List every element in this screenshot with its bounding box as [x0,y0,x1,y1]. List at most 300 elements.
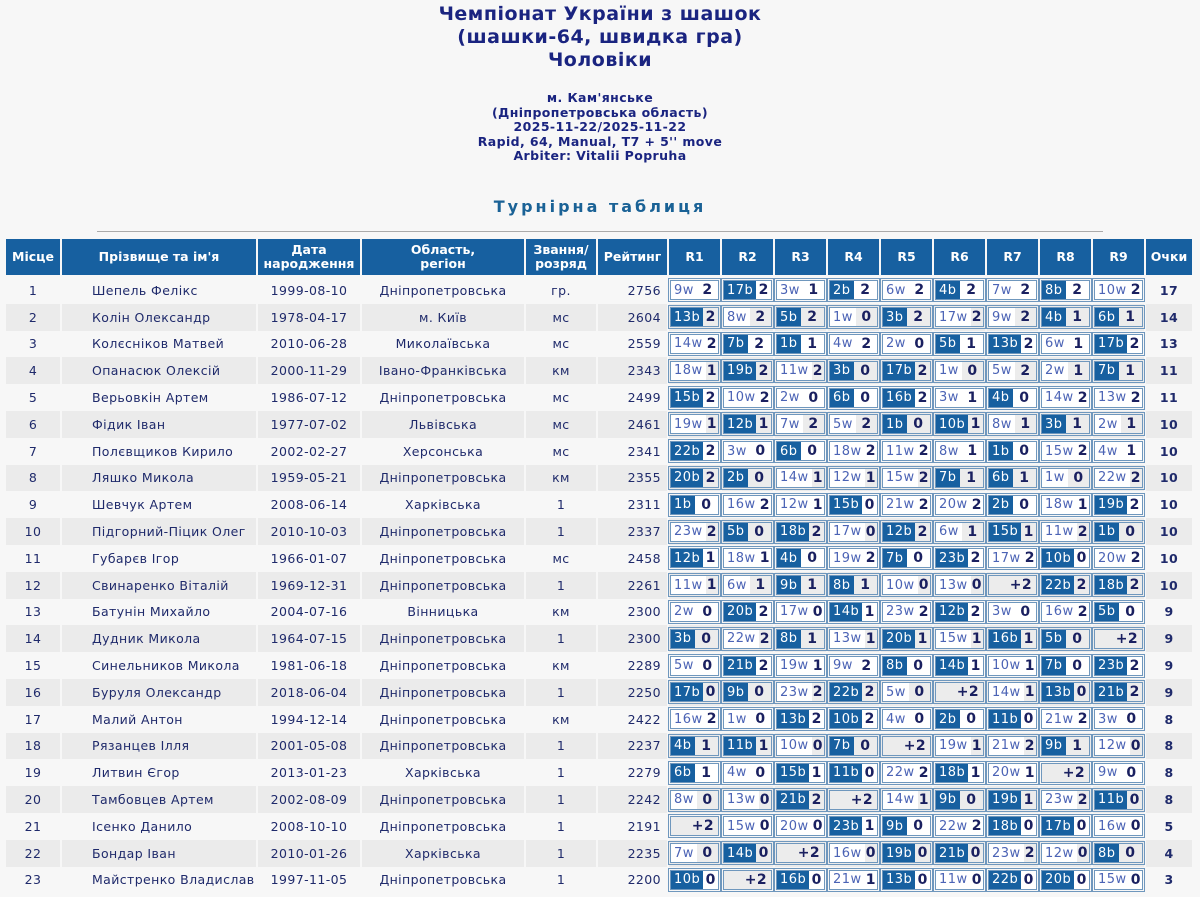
game-score: 2 [864,711,875,728]
game-result [776,629,825,649]
game-score: 0 [1127,791,1142,809]
opponent-code: 12b [671,549,703,567]
cell-round-9 [1093,491,1144,518]
game-result [723,629,772,649]
game-score: 2 [705,443,716,460]
game-result [935,629,984,649]
cell-rating: 2300 [598,599,667,626]
opponent-code: 2b [724,469,748,487]
game-score: 0 [695,630,718,648]
opponent-code: 1w [1045,470,1065,486]
game-result [776,388,825,408]
cell-round-9 [1093,599,1144,626]
cell-round-4 [828,733,879,760]
game-result [829,495,878,515]
cell-points: 8 [1146,786,1192,813]
opponent-code: 11w [674,577,703,593]
cell-round-4 [828,384,879,411]
cell-rating: 2422 [598,706,667,733]
opponent-code: 6w [886,282,906,298]
game-result [1094,548,1143,568]
cell-round-3 [775,733,826,760]
game-score: 1 [1066,737,1089,755]
game-result [988,656,1037,676]
cell-round-8 [1040,599,1091,626]
game-result [829,361,878,381]
game-result [776,307,825,327]
cell-round-4 [828,867,879,894]
cell-dob: 1969-12-31 [258,572,360,599]
game-result [829,736,878,756]
opponent-code: 3w [727,443,747,459]
cell-rating: 2341 [598,438,667,465]
game-score: 2 [1130,282,1141,299]
opponent-code: 11b [830,764,862,782]
cell-round-2 [722,277,773,304]
opponent-code: 18b [777,523,809,541]
cell-round-3 [775,304,826,331]
game-score: 2 [1072,282,1083,299]
game-score: 0 [1119,523,1142,541]
cell-round-6 [934,572,985,599]
game-result [1094,575,1143,595]
cell-round-8 [1040,304,1091,331]
cell-points: 10 [1146,518,1192,545]
cell-round-6 [934,625,985,652]
cell-name: Ляшко Микола [62,465,256,492]
game-result [776,280,825,300]
opponent-code: 5w [886,684,906,700]
cell-place: 11 [6,545,60,572]
cell-round-5 [881,679,932,706]
cell-points: 13 [1146,331,1192,358]
cell-round-5 [881,706,932,733]
opponent-code: 8b [1042,281,1066,299]
game-result [882,602,931,622]
opponent-code: 13b [777,710,809,728]
cell-round-7 [987,625,1038,652]
game-result [776,602,825,622]
game-result [1094,361,1143,381]
cell-round-1 [669,652,720,679]
game-result [776,790,825,810]
game-score: 2 [1129,496,1140,513]
game-score: 2 [918,764,929,781]
game-result [882,468,931,488]
game-result [935,843,984,863]
game-result [1094,495,1143,515]
opponent-code: 6b [1095,308,1119,326]
game-result [723,682,772,702]
opponent-code: 16b [989,630,1021,648]
opponent-code: 1w [727,711,747,727]
divider [97,231,1103,232]
game-score: 2 [801,308,824,326]
cell-rank: мс [526,438,596,465]
game-result [670,682,719,702]
game-score: 0 [1023,711,1034,728]
game-result [829,870,878,890]
cell-place: 20 [6,786,60,813]
cell-round-5 [881,277,932,304]
bye-result [882,736,931,756]
game-result [670,763,719,783]
standings-table [4,239,1194,893]
cell-points: 9 [1146,679,1192,706]
game-score: 1 [865,469,876,486]
game-score: 0 [1068,469,1089,487]
game-score: 0 [914,335,925,352]
col-r1: R1 [669,239,720,277]
cell-round-4 [828,840,879,867]
game-score: 1 [801,576,824,594]
col-r5: R5 [881,239,932,277]
cell-points: 4 [1146,840,1192,867]
opponent-code: 16w [727,497,756,513]
opponent-code: 22w [939,818,968,834]
game-score: 2 [914,282,925,299]
cell-rank: гр. [526,277,596,304]
bye-result [1041,763,1090,783]
opponent-code: 23w [1045,792,1074,808]
opponent-code: 9w [674,282,694,298]
opponent-code: 14b [936,657,968,675]
game-score: 2 [1077,791,1088,808]
cell-rating: 2279 [598,759,667,786]
cell-round-9 [1093,304,1144,331]
game-score: +2 [744,871,767,888]
cell-round-7 [987,304,1038,331]
cell-round-9 [1093,384,1144,411]
cell-round-2 [722,438,773,465]
cell-round-1 [669,357,720,384]
cell-rating: 2200 [598,867,667,894]
game-result [670,280,719,300]
game-result [1094,388,1143,408]
cell-region: Дніпропетровська [362,572,524,599]
opponent-code: 7b [830,737,854,755]
game-result [829,843,878,863]
opponent-code: 7b [936,469,960,487]
cell-round-4 [828,518,879,545]
cell-round-8 [1040,491,1091,518]
game-result [723,656,772,676]
game-score: 1 [812,469,823,486]
opponent-code: 17b [883,362,915,380]
game-score: 2 [907,308,930,326]
game-score: 0 [918,577,929,594]
title-line: Чоловіки [547,49,653,71]
cell-rating: 2300 [598,625,667,652]
game-score: 1 [801,630,824,648]
game-score: 0 [1066,630,1089,648]
cell-round-2 [722,411,773,438]
game-result [988,602,1037,622]
opponent-code: 16w [674,711,703,727]
game-score: 2 [706,523,717,540]
cell-rating: 2343 [598,357,667,384]
cell-region: м. Київ [362,304,524,331]
table-row [6,465,1192,492]
cell-rank: 1 [526,813,596,840]
game-score: 0 [705,871,716,888]
cell-round-8 [1040,277,1091,304]
table-row [6,679,1192,706]
cell-round-8 [1040,786,1091,813]
game-result [935,468,984,488]
table-row [6,331,1192,358]
opponent-code: 8b [777,630,801,648]
cell-name: Шевчук Артем [62,491,256,518]
cell-region: Дніпропетровська [362,465,524,492]
cell-round-8 [1040,625,1091,652]
opponent-code: 12w [780,497,809,513]
opponent-code: 21w [833,872,862,888]
cell-round-9 [1093,438,1144,465]
game-result [776,870,825,890]
cell-place: 14 [6,625,60,652]
game-result [776,468,825,488]
game-result [829,816,878,836]
cell-rank: км [526,599,596,626]
opponent-code: 1w [833,309,853,325]
game-result [776,414,825,434]
game-result [935,575,984,595]
cell-round-3 [775,679,826,706]
cell-round-8 [1040,679,1091,706]
cell-round-8 [1040,759,1091,786]
cell-round-1 [669,465,720,492]
opponent-code: 4w [833,336,853,352]
opponent-code: 8b [1095,844,1119,862]
opponent-code: 18w [833,443,862,459]
game-result [670,414,719,434]
opponent-code: 22b [671,442,703,460]
game-result [935,602,984,622]
cell-round-2 [722,304,773,331]
game-score: 1 [756,415,771,433]
cell-region: Харківська [362,491,524,518]
game-score: 0 [1020,603,1031,620]
game-score: 1 [695,737,718,755]
game-score: 0 [913,818,924,835]
game-result [882,361,931,381]
cell-round-2 [722,733,773,760]
cell-round-6 [934,384,985,411]
cell-round-1 [669,733,720,760]
opponent-code: 12b [936,603,968,621]
opponent-code: 13b [671,308,703,326]
cell-round-1 [669,813,720,840]
opponent-code: 6b [671,764,695,782]
game-score: 2 [1023,335,1034,352]
game-score: +2 [1115,630,1138,647]
game-result [776,548,825,568]
game-result [988,736,1037,756]
cell-round-2 [722,518,773,545]
cell-dob: 2001-05-08 [258,733,360,760]
opponent-code: 3b [830,362,854,380]
cell-round-4 [828,813,879,840]
opponent-code: 3w [939,390,959,406]
game-score: 1 [968,415,983,433]
cell-name: Губарєв Ігор [62,545,256,572]
cell-round-9 [1093,840,1144,867]
cell-round-5 [881,331,932,358]
game-result [829,307,878,327]
game-result [988,468,1037,488]
cell-round-5 [881,652,932,679]
opponent-code: 19w [833,550,862,566]
game-score: 0 [909,683,930,701]
game-result [882,656,931,676]
cell-round-1 [669,759,720,786]
game-score: 0 [748,469,771,487]
page-header [0,3,1200,232]
game-score: +2 [1009,577,1032,594]
cell-round-6 [934,813,985,840]
game-result [1041,790,1090,810]
cell-round-1 [669,625,720,652]
col-region [362,239,524,277]
cell-round-4 [828,572,879,599]
cell-round-4 [828,304,879,331]
game-score: 2 [865,550,876,567]
game-score: 0 [759,818,770,835]
game-score: 2 [856,415,877,433]
cell-rating: 2261 [598,572,667,599]
opponent-code: 2w [780,390,800,406]
col-rating: Рейтинг [598,239,667,277]
game-result [1041,870,1090,890]
game-score: 1 [1015,415,1036,433]
cell-rank: мс [526,411,596,438]
table-row [6,545,1192,572]
opponent-code: 4b [936,281,960,299]
game-score: 0 [1130,737,1141,754]
game-score: 1 [970,764,981,781]
game-result [882,334,931,354]
cell-round-9 [1093,465,1144,492]
table-row [6,518,1192,545]
game-score: 0 [701,496,712,513]
cell-round-6 [934,411,985,438]
cell-round-1 [669,491,720,518]
opponent-code: 6w [1045,336,1065,352]
cell-round-6 [934,518,985,545]
cell-round-3 [775,545,826,572]
game-score: 1 [1024,684,1035,701]
bye-result [1094,629,1143,649]
opponent-code: 14w [1045,390,1074,406]
opponent-code: 11b [1095,791,1127,809]
opponent-code: 11w [939,872,968,888]
game-score: 2 [1130,550,1141,567]
opponent-code: 22w [1098,470,1127,486]
game-result [1041,843,1090,863]
opponent-code: 23w [886,604,915,620]
cell-name: Литвин Єгор [62,759,256,786]
game-result [988,843,1037,863]
opponent-code: 16w [833,845,862,861]
opponent-code: 22w [727,631,756,647]
cell-rating: 2604 [598,304,667,331]
cell-rating: 2311 [598,491,667,518]
game-score: 0 [1019,389,1030,406]
col-rank [526,239,596,277]
game-score: 1 [1024,657,1035,674]
game-score: 0 [1072,657,1083,674]
opponent-code: 10b [671,871,703,889]
game-result [935,816,984,836]
cell-rating: 2458 [598,545,667,572]
cell-round-2 [722,679,773,706]
game-score: 2 [865,443,876,460]
game-result [1041,441,1090,461]
opponent-code: 4b [1042,308,1066,326]
game-score: +2 [797,845,820,862]
game-result [988,790,1037,810]
cell-round-7 [987,813,1038,840]
table-row [6,438,1192,465]
game-result [723,280,772,300]
game-result [829,280,878,300]
game-result [1094,790,1143,810]
game-score: 0 [865,523,876,540]
cell-dob: 2000-11-29 [258,357,360,384]
game-score: 2 [861,657,872,674]
game-score: 1 [1119,362,1142,380]
cell-round-1 [669,411,720,438]
cell-round-5 [881,786,932,813]
cell-place: 9 [6,491,60,518]
cell-round-2 [722,759,773,786]
opponent-code: 7w [674,845,694,861]
game-score: 1 [701,764,712,781]
opponent-code: 11b [724,737,756,755]
col-r9: R9 [1093,239,1144,277]
game-result [988,334,1037,354]
cell-round-2 [722,572,773,599]
cell-round-3 [775,706,826,733]
cell-round-5 [881,599,932,626]
game-result [988,548,1037,568]
cell-place: 16 [6,679,60,706]
opponent-code: 3w [992,604,1012,620]
cell-round-2 [722,867,773,894]
game-score: 1 [915,630,930,648]
game-result [670,843,719,863]
game-result [1041,414,1090,434]
game-result [776,709,825,729]
game-result [882,414,931,434]
cell-round-9 [1093,411,1144,438]
cell-round-6 [934,357,985,384]
game-score: 0 [702,603,713,620]
game-score: +2 [850,791,873,808]
cell-points: 11 [1146,357,1192,384]
cell-round-4 [828,706,879,733]
opponent-code: 2w [1045,363,1065,379]
cell-region: Дніпропетровська [362,813,524,840]
cell-place: 6 [6,411,60,438]
cell-round-1 [669,786,720,813]
cell-round-9 [1093,545,1144,572]
opponent-code: 3w [780,282,800,298]
cell-round-5 [881,813,932,840]
opponent-code: 4w [1098,443,1118,459]
table-row [6,652,1192,679]
